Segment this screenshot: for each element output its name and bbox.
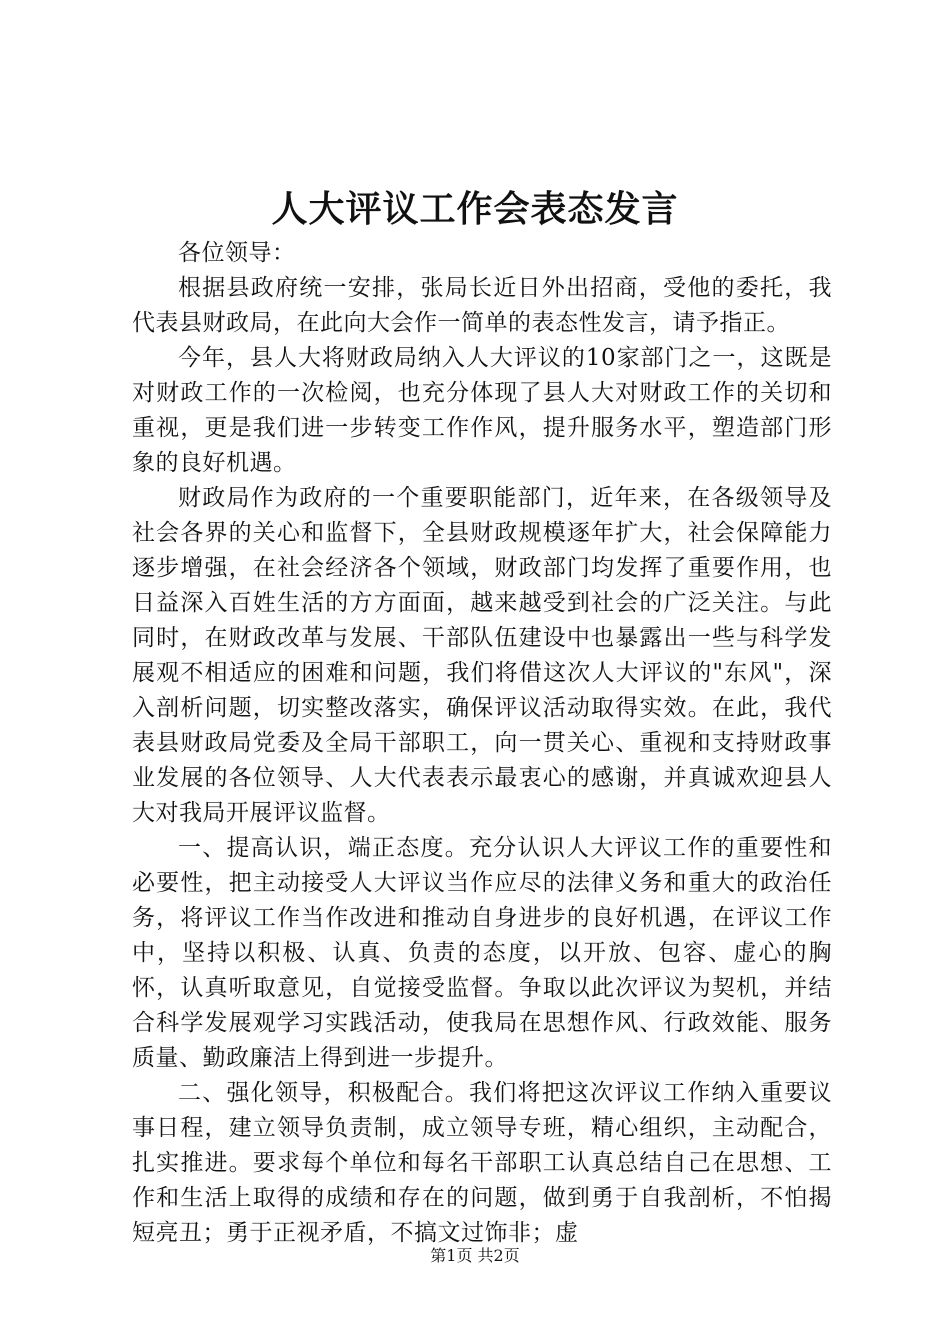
- paragraph: 根据县政府统一安排，张局长近日外出招商，受他的委托，我代表县财政局，在此向大会作一简单的表态性发言，请予指正。: [132, 275, 832, 336]
- paragraph: 一、提高认识，端正态度。充分认识人大评议工作的重要性和必要性，把主动接受人大评议当作应尽的法律义务和重大的政治任务，将评议工作当作改进和推动自身进步的良好机遇，在评议工作中，坚持以积极、认真、负责的态度，以开放、包容、虚心的胸怀，认真听取意见，自觉接受监督。争取以此次评议为契机，并结合科学发展观学习实践活动，使我局在思想作风、行政效能、服务质量、勤政廉洁上得到进一步提升。: [132, 835, 832, 1071]
- page-title: 人大评议工作会表态发言: [271, 188, 679, 230]
- page-footer: 第1页 共2页: [430, 1246, 520, 1265]
- paragraph: 二、强化领导，积极配合。我们将把这次评议工作纳入重要议事日程，建立领导负责制，成立领导专班，精心组织，主动配合，扎实推进。要求每个单位和每名干部职工认真总结自己在思想、工作和生活上取得的成绩和存在的问题，做到勇于自我剖析，不怕揭短亮丑；勇于正视矛盾，不搞文过饰非；虚: [132, 1080, 832, 1246]
- paragraph: 今年，县人大将财政局纳入人大评议的10家部门之一，这既是对财政工作的一次检阅，也充分体现了县人大对财政工作的关切和重视，更是我们进一步转变工作作风，提升服务水平，塑造部门形象的良好机遇。: [132, 345, 832, 476]
- document-body: [132, 236, 832, 1251]
- paragraph: 财政局作为政府的一个重要职能部门，近年来，在各级领导及社会各界的关心和监督下，全县财政规模逐年扩大，社会保障能力逐步增强，在社会经济各个领域，财政部门均发挥了重要作用，也日益深入百姓生活的方方面面，越来越受到社会的广泛关注。与此同时，在财政改革与发展、干部队伍建设中也暴露出一些与科学发展观不相适应的困难和问题，我们将借这次人大评议的"东风"，深入剖析问题，切实整改落实，确保评议活动取得实效。在此，我代表县财政局党委及全局干部职工，向一贯关心、重视和支持财政事业发展的各位领导、人大代表表示最衷心的感谢，并真诚欢迎县人大对我局开展评议监督。: [132, 485, 832, 826]
- salutation: 各位领导：: [178, 240, 296, 266]
